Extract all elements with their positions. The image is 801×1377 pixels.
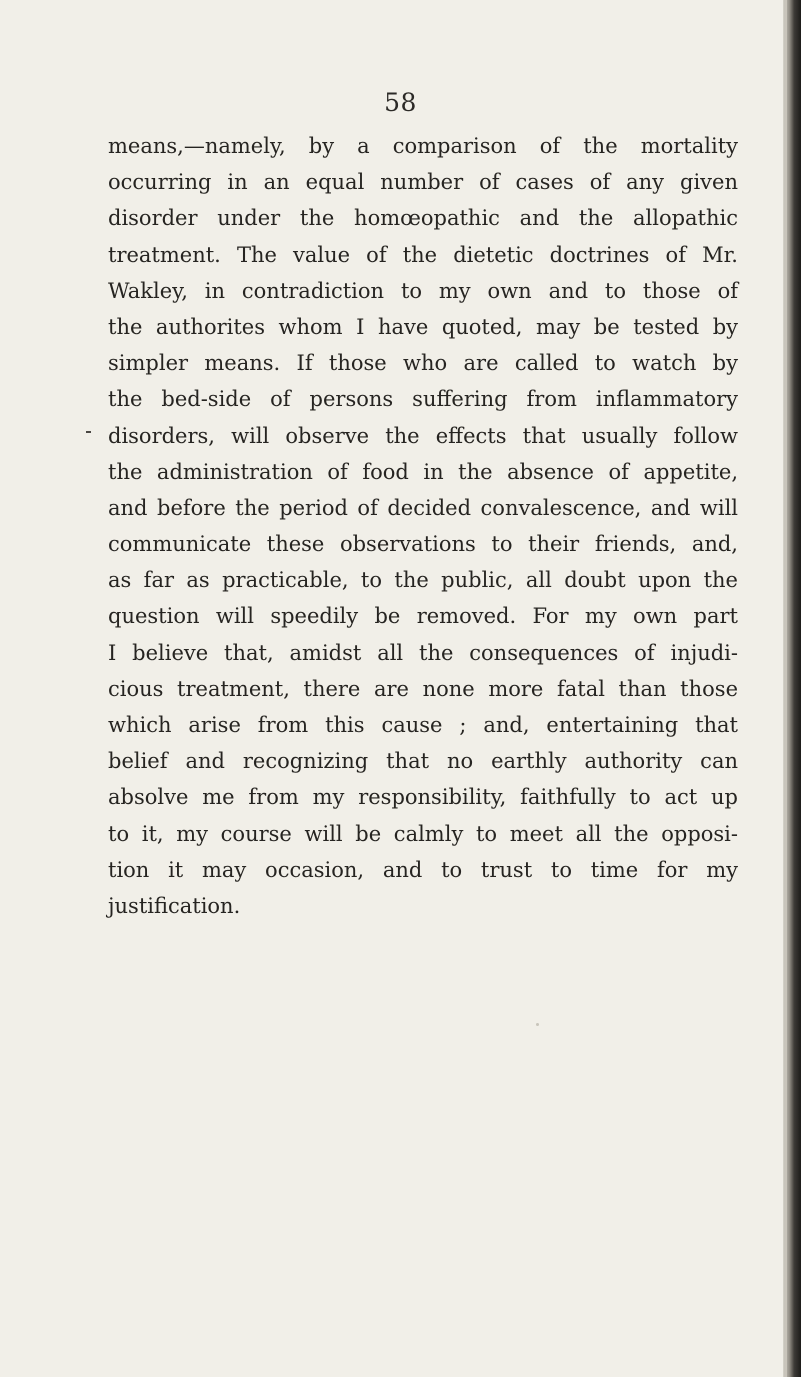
page-number: 58 <box>384 88 417 117</box>
body-text <box>108 128 738 924</box>
paper-speck <box>536 1023 539 1026</box>
text-line: the administration of food in the absence of appetite, <box>108 459 738 484</box>
text-line: which arise from this cause ; and, entertaining that <box>108 713 738 737</box>
text-line: Wakley, in contradiction to my own and to those of <box>108 278 738 303</box>
text-line: means,—namely, by a comparison of the mortality <box>108 134 738 158</box>
stray-ink-mark <box>86 431 91 433</box>
text-line: simpler means. If those who are called to watch by <box>108 351 738 376</box>
text-line: communicate these observations to their friends, and, <box>108 532 738 557</box>
text-line: justification. <box>108 893 241 918</box>
text-line: the authorites whom I have quoted, may be tested by <box>108 314 738 339</box>
text-line: cious treatment, there are none more fatal than those <box>108 676 738 701</box>
page-edge-highlight <box>785 0 787 1377</box>
text-line: disorder under the homœopathic and the allopathic <box>108 206 738 231</box>
text-line: I believe that, amidst all the consequences of injudi- <box>108 640 738 665</box>
text-line: occurring in an equal number of cases of any given <box>108 170 738 195</box>
text-line: tion it may occasion, and to trust to time for my <box>108 857 738 882</box>
text-line: to it, my course will be calmly to meet all the opposi- <box>108 821 738 846</box>
text-line: belief and recognizing that no earthly authority can <box>108 749 738 774</box>
text-line: and before the period of decided convalescence, and will <box>108 495 738 520</box>
text-line: treatment. The value of the dietetic doctrines of Mr. <box>108 242 738 267</box>
text-line: the bed-side of persons suffering from inflammatory <box>108 387 738 412</box>
text-line: absolve me from my responsibility, faithfully to act up <box>108 785 738 810</box>
text-line: question will speedily be removed. For my own part <box>108 604 738 629</box>
text-line: disorders, will observe the effects that usually follow <box>108 423 738 448</box>
text-line: as far as practicable, to the public, all doubt upon the <box>108 568 738 593</box>
